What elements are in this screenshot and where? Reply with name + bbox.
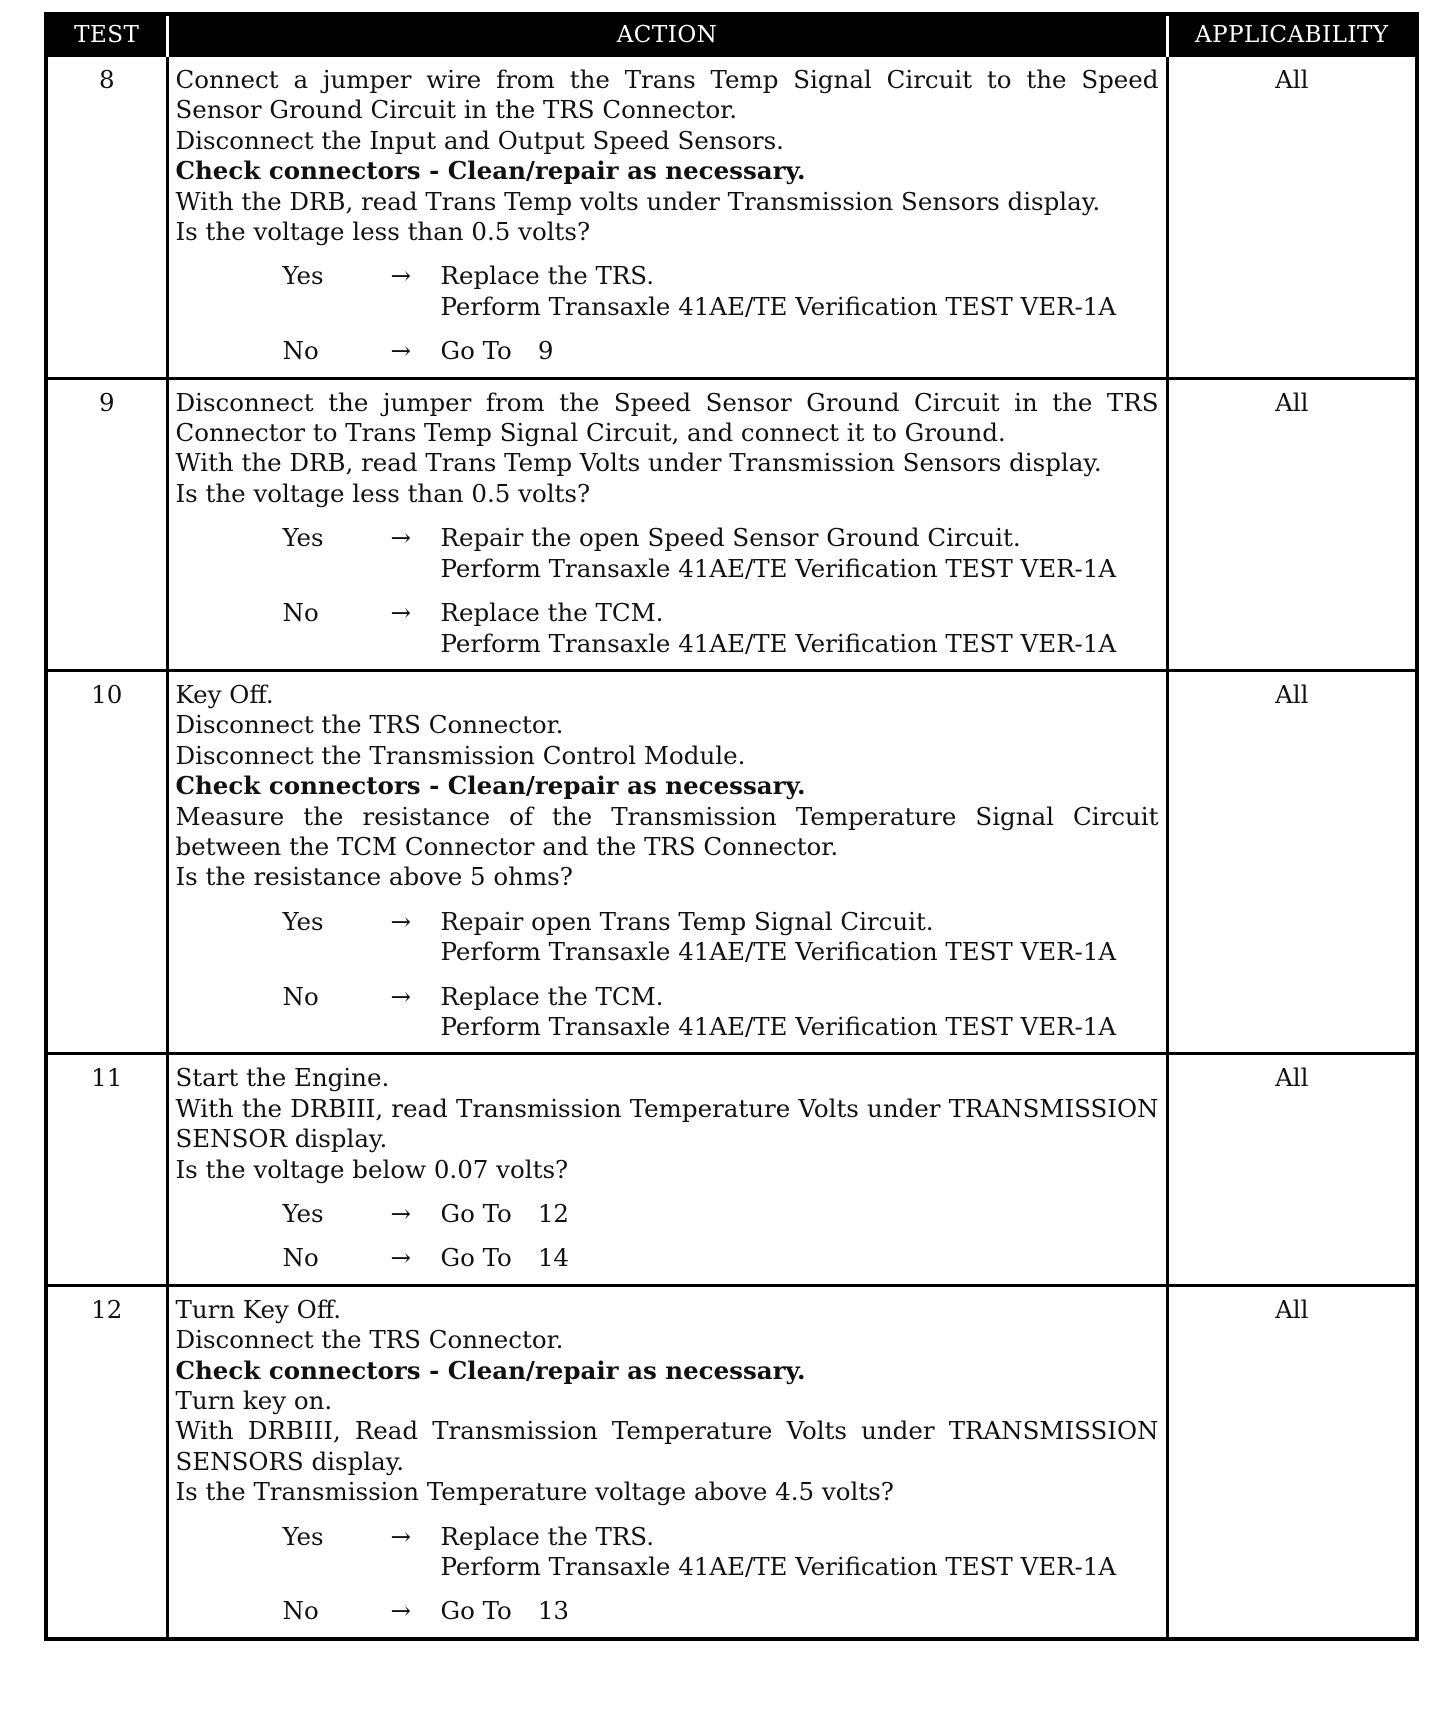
- result-text: [441, 598, 1159, 659]
- result-line: Perform Transaxle 41AE/TE Verification TEST VER-1A: [440, 628, 1117, 658]
- action-step: Disconnect the Transmission Control Module.: [175, 740, 746, 770]
- action-step-emphasis: Check connectors - Clean/repair as necessary.: [175, 156, 806, 186]
- applicability-value: All: [1167, 378, 1417, 670]
- action-step: Is the Transmission Temperature voltage above 4.5 volts?: [175, 1477, 894, 1507]
- arrow-right-icon: →: [390, 1596, 412, 1626]
- arrow-right-icon: →: [390, 261, 412, 291]
- header-test: TEST: [46, 14, 167, 56]
- arrow-right-icon: →: [390, 523, 412, 553]
- action-step: Start the Engine.: [175, 1063, 390, 1093]
- result-text: [441, 1596, 1159, 1626]
- result-line: Repair open Trans Temp Signal Circuit.: [440, 906, 934, 936]
- action-cell: [167, 1054, 1167, 1285]
- table-row: [46, 1285, 1417, 1639]
- result-answer: No: [282, 1243, 319, 1273]
- result-branch: [176, 1243, 1159, 1273]
- result-branch: [176, 598, 1159, 659]
- applicability-value: All: [1167, 1285, 1417, 1639]
- result-branch: [176, 1522, 1159, 1583]
- diagnostic-procedure-sheet: [44, 12, 1415, 1641]
- action-step: Is the voltage less than 0.5 volts?: [175, 217, 591, 247]
- result-line: Perform Transaxle 41AE/TE Verification TEST VER-1A: [440, 553, 1117, 583]
- action-step-emphasis: Check connectors - Clean/repair as necessary.: [175, 771, 806, 801]
- result-line: Perform Transaxle 41AE/TE Verification TEST VER-1A: [440, 1552, 1117, 1582]
- result-answer: Yes: [282, 1199, 324, 1228]
- result-text: [441, 336, 1159, 366]
- action-step: Disconnect the Input and Output Speed Sensors.: [175, 125, 784, 155]
- arrow-right-icon: →: [390, 1243, 412, 1273]
- action-cell: [167, 378, 1167, 670]
- result-answer: Yes: [282, 261, 324, 291]
- applicability-value: All: [1167, 56, 1417, 379]
- action-cell: [167, 1285, 1167, 1639]
- result-branch: [176, 336, 1159, 366]
- result-answer: Yes: [282, 523, 324, 553]
- result-line: Perform Transaxle 41AE/TE Verification TEST VER-1A: [440, 1011, 1117, 1041]
- result-line: Replace the TRS.: [440, 261, 654, 291]
- result-line: Perform Transaxle 41AE/TE Verification TEST VER-1A: [440, 291, 1117, 321]
- result-text: [441, 261, 1159, 322]
- result-text: [441, 1199, 1159, 1229]
- action-step: Key Off.: [175, 679, 274, 709]
- action-step: With the DRB, read Trans Temp Volts under Transmission Sensors display.: [175, 448, 1102, 478]
- action-step: Turn Key Off.: [175, 1294, 342, 1324]
- goto-test-number: 14: [537, 1243, 569, 1273]
- table-row: [46, 1054, 1417, 1285]
- result-answer: No: [282, 981, 319, 1011]
- action-step: Turn key on.: [175, 1386, 333, 1416]
- action-step: Is the voltage less than 0.5 volts?: [175, 478, 591, 508]
- action-step: With the DRB, read Trans Temp volts under Transmission Sensors display.: [175, 186, 1101, 216]
- goto-label: Go To: [440, 336, 512, 366]
- action-step: Disconnect the TRS Connector.: [175, 710, 564, 740]
- result-branch: [176, 982, 1159, 1043]
- result-branch: [176, 523, 1159, 584]
- result-line: Replace the TCM.: [440, 981, 664, 1011]
- result-answer: Yes: [282, 1521, 324, 1551]
- goto-test-number: 12: [537, 1199, 569, 1228]
- action-step: Is the resistance above 5 ohms?: [175, 862, 573, 892]
- action-step-emphasis: Check connectors - Clean/repair as necessary.: [175, 1355, 806, 1385]
- goto-label: Go To: [440, 1243, 512, 1273]
- arrow-right-icon: →: [390, 1521, 412, 1551]
- arrow-right-icon: →: [390, 981, 412, 1011]
- action-cell: [167, 56, 1167, 379]
- test-number: 8: [46, 56, 167, 379]
- test-number: 12: [46, 1285, 167, 1639]
- result-line: Replace the TCM.: [440, 598, 664, 628]
- action-step: Measure the resistance of the Transmission Temperature Signal Circuit between the TCM Connector and the TRS Connector.: [175, 801, 1159, 861]
- action-step: Connect a jumper wire from the Trans Temp Signal Circuit to the Speed Sensor Ground Circuit in the TRS Connector.: [175, 65, 1159, 125]
- action-step: Disconnect the jumper from the Speed Sensor Ground Circuit in the TRS Connector to Trans Temp Signal Circuit, and connect it to Ground.: [175, 387, 1159, 448]
- table-row: [46, 56, 1417, 379]
- test-number: 9: [46, 378, 167, 670]
- result-text: [441, 1522, 1159, 1583]
- goto-test-number: 13: [537, 1596, 569, 1626]
- result-branch: [176, 907, 1159, 968]
- result-line: Repair the open Speed Sensor Ground Circuit.: [440, 523, 1021, 553]
- diagnostic-test-table: [44, 12, 1419, 1641]
- arrow-right-icon: →: [390, 1199, 412, 1228]
- result-branch: [176, 1596, 1159, 1626]
- result-text: [441, 1243, 1159, 1273]
- result-text: [441, 523, 1159, 584]
- table-header: [46, 14, 1417, 56]
- action-step: Disconnect the TRS Connector.: [175, 1325, 564, 1355]
- result-branch: [176, 261, 1159, 322]
- test-number: 10: [46, 670, 167, 1053]
- result-answer: No: [282, 1596, 319, 1626]
- result-text: [441, 982, 1159, 1043]
- result-branch: [176, 1199, 1159, 1229]
- action-step: Is the voltage below 0.07 volts?: [175, 1154, 569, 1184]
- arrow-right-icon: →: [390, 906, 412, 936]
- action-cell: [167, 670, 1167, 1053]
- action-step: With the DRBIII, read Transmission Temperature Volts under TRANSMISSION SENSOR display.: [175, 1093, 1159, 1154]
- arrow-right-icon: →: [390, 598, 412, 628]
- result-answer: No: [282, 336, 319, 366]
- result-answer: Yes: [282, 906, 324, 936]
- table-body: [46, 56, 1417, 1639]
- result-line: Replace the TRS.: [440, 1521, 654, 1551]
- result-text: [441, 907, 1159, 968]
- arrow-right-icon: →: [390, 336, 412, 366]
- result-answer: No: [282, 598, 319, 628]
- goto-label: Go To: [440, 1596, 512, 1626]
- header-action: ACTION: [167, 14, 1167, 56]
- header-applicability: APPLICABILITY: [1167, 14, 1417, 56]
- result-line: Perform Transaxle 41AE/TE Verification TEST VER-1A: [440, 937, 1117, 967]
- applicability-value: All: [1167, 1054, 1417, 1285]
- goto-label: Go To: [440, 1199, 512, 1228]
- action-step: With DRBIII, Read Transmission Temperature Volts under TRANSMISSION SENSORS display.: [175, 1416, 1159, 1476]
- table-row: [46, 670, 1417, 1053]
- goto-test-number: 9: [537, 336, 554, 366]
- applicability-value: All: [1167, 670, 1417, 1053]
- table-row: [46, 378, 1417, 670]
- test-number: 11: [46, 1054, 167, 1285]
